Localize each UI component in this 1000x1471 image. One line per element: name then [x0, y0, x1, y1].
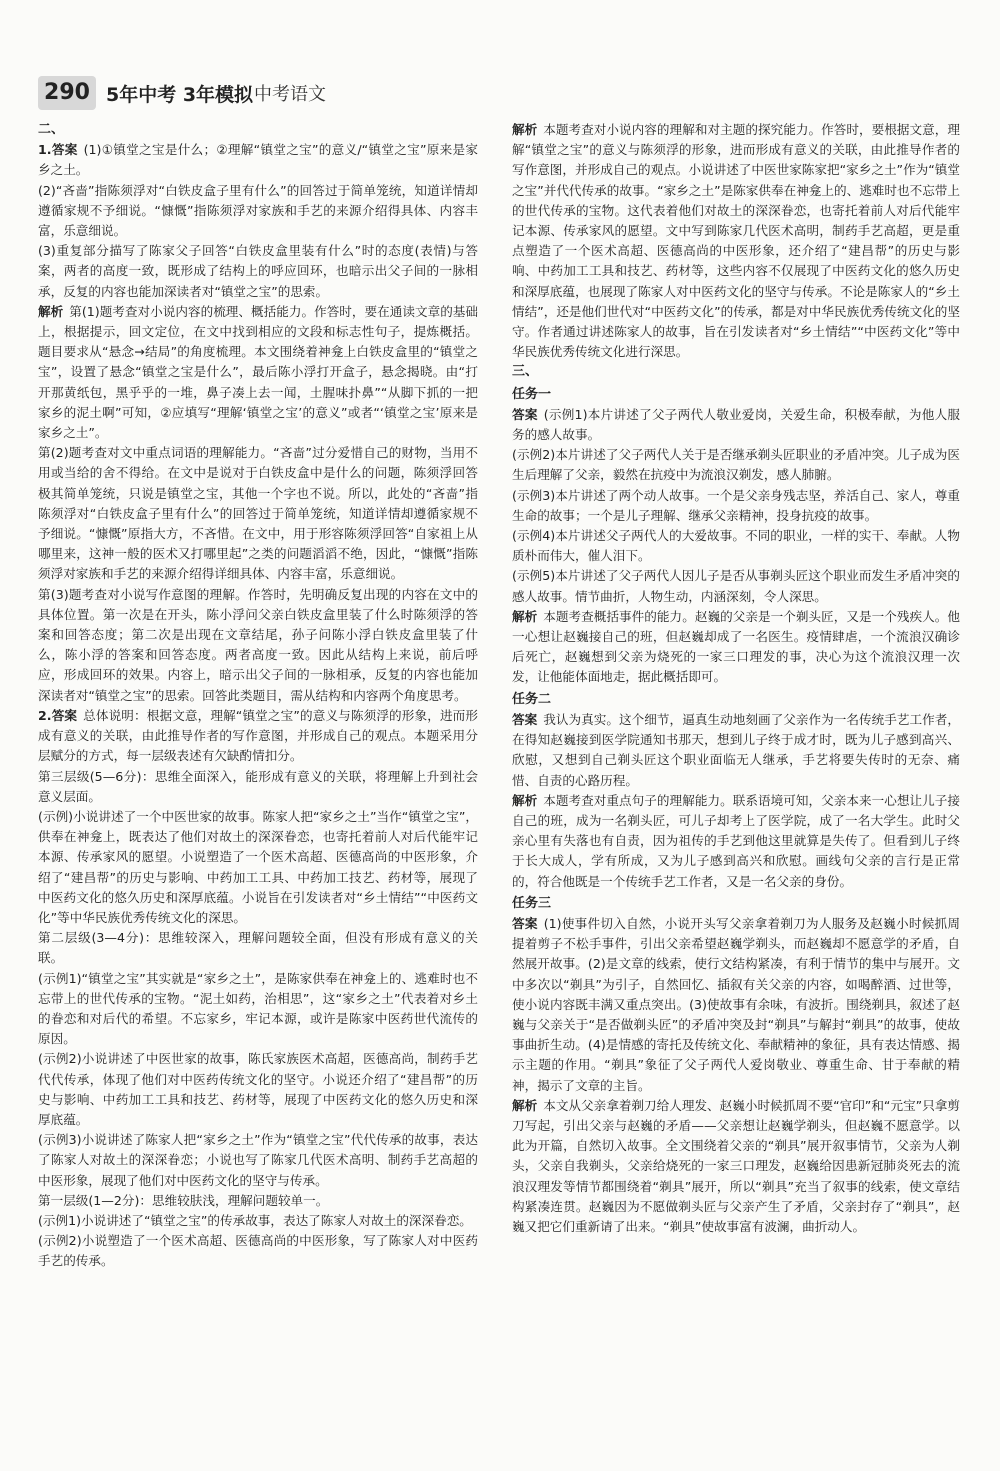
answer-label: 答案 — [512, 915, 538, 931]
q2-answer-8: 第一层级(1—2分)：思维较肤浅，理解问题较单一。 — [38, 1192, 329, 1208]
question-number: 2. — [38, 707, 52, 723]
q2-answer-3: (示例)小说讲述了一个中医世家的故事。陈家人把“家乡之土”当作“镇堂之宝”，供奉在神龛上，既表达了他们对故土的深深眷恋，也寄托着前人对后代能牢记本源、传承家风的愿望。小说塑造了一个医术高超、医德高尚的中医形象，介绍了“建昌帮”的历史与影响、中药加工工具、中药加工技艺、药材等，展现了中医药文化的悠久历史和深厚底蕴。小说旨在引发读者对“乡土情结”“中医药文化”等中华民族优秀传统文化的深思。 — [38, 808, 478, 925]
q2-answer-9: (示例1)小说讲述了“镇堂之宝”的传承故事，表达了陈家人对故土的深深眷恋。 — [38, 1212, 472, 1228]
task3-answer — [512, 914, 960, 1096]
analysis-text: 第(1)题考查对小说内容的梳理、概括能力。作答时，要在通读文章的基础上，根据提示，回文定位，在文中找到相应的文段和标志性句子，提炼概括。题目要求从“悬念→结局”的角度梳理。本文围绕着神龛上白铁皮盒里的“镇堂之宝”，设置了悬念“镇堂之宝是什么”，最后陈小浮打开盒子，悬念揭晓。由“打开那黄纸包，黑乎乎的一堆，鼻子凑上去一闻，土腥味扑鼻”“从脚下抓的一把家乡的泥土啊”可知，②应填写“理解‘镇堂之宝’的意义”或者“‘镇堂之宝’原来是家乡之土”。 — [38, 303, 478, 441]
section-heading: 三、 — [512, 364, 539, 380]
task2-analysis — [512, 791, 960, 892]
q2-answer-4: 第二层级(3—4分)：思维较深入，理解问题较全面，但没有形成有意义的关联。 — [38, 930, 478, 966]
right-column — [512, 120, 960, 1420]
page-number: 290 — [38, 76, 96, 110]
q2-answer-7: (示例3)小说讲述了陈家人把“家乡之土”作为“镇堂之宝”代代传承的故事，表达了陈家人对故土的深深眷恋；小说也写了陈家几代医术高明、制药手艺高超的中医形象，展现了他们对中医药文化的坚守与传承。 — [38, 1132, 478, 1188]
left-column — [38, 120, 478, 1420]
task-title: 任务一 — [512, 386, 552, 402]
task1-answer-4: (示例4)本片讲述父子两代人的大爱故事。不同的职业，一样的实干、奉献。人物质朴而伟大，催人泪下。 — [512, 528, 960, 564]
q2-answer-10: (示例2)小说塑造了一个医术高超、医德高尚的中医形象，写了陈家人对中医药手艺的传承。 — [38, 1233, 478, 1269]
analysis-label: 解析 — [512, 792, 538, 808]
analysis-text: 本文从父亲拿着剃刀给人理发、赵巍小时候抓周不要“官印”和“元宝”只拿剪刀写起，引出父亲与赵巍的矛盾——父亲想让赵巍学剃头，但赵巍不愿意学。以此为开篇，自然切入故事。全文围绕着父亲的“剃具”展开叙事情节，父亲为人剃头，父亲自我剃头，父亲给烧死的一家三口理发，赵巍给因患新冠肺炎死去的流浪汉理发等情节都围绕着“剃具”展开，所以“剃具”充当了叙事的线索，使文章结构紧凑连贯。赵巍因为不愿做剃头匠与父亲产生了矛盾，父亲封存了“剃具”，赵巍又把它们重新请了出来。“剃具”使故事富有波澜，曲折动人。 — [512, 1097, 960, 1234]
q1-analysis-1 — [38, 302, 478, 443]
section-heading: 二、 — [38, 122, 65, 137]
analysis-text: 本题考查概括事件的能力。赵巍的父亲是一个剃头匠，又是一个残疾人。他一心想让赵巍接自己的班，但赵巍却成了一名医生。疫情肆虐，一个流浪汉确诊后死亡，赵巍想到父亲为烧死的一家三口理发的事，决心为这个流浪汉理一次发，让他能体面地走，据此概括即可。 — [512, 608, 960, 685]
q2-answer-2: 第三层级(5—6分)：思维全面深入，能形成有意义的关联，将理解上升到社会意义层面。 — [38, 768, 478, 804]
q1-analysis-3: 第(3)题考查对小说写作意图的理解。作答时，先明确反复出现的内容在文中的具体位置。第一次是在开头，陈小浮问父亲白铁皮盒里装了什么时陈须浮的答案和回答态度；第二次是出现在文章结尾，孙子问陈小浮白铁皮盒里装了什么，陈小浮的答案和回答态度。两者高度一致。因此从结构上来说，前后呼应，形成回环的效果。内容上，暗示出父子间的一脉相承，反复的内容也能加深读者对“镇堂之宝”的思索。回答此类题目，需从结构和内容两个角度思考。 — [38, 586, 478, 703]
q2-answer-1 — [38, 706, 478, 767]
q1-answer-2: (2)“吝啬”指陈须浮对“白铁皮盒子里有什么”的回答过于简单笼统，知道详情却遵循家规不予细说。“慷慨”指陈须浮对家族和手艺的来源介绍得具体、内容丰富，乐意细说。 — [38, 182, 478, 239]
answer-label: 答案 — [512, 711, 538, 727]
answer-text: (1)①镇堂之宝是什么；②理解“镇堂之宝”的意义/“镇堂之宝”原来是家乡之土。 — [38, 142, 478, 178]
analysis-label: 解析 — [512, 1097, 538, 1113]
answer-text: 我认为真实。这个细节，逼真生动地刻画了父亲作为一名传统手艺工作者，在得知赵巍接到医学院通知书那天，想到儿子终于成才时，既为儿子感到高兴、欣慰，又想到自己剃头匠这个职业面临无人继承，手艺将要失传时的无奈、痛惜、自责的心路历程。 — [512, 711, 960, 788]
q1-answer-1 — [38, 140, 478, 180]
task1-answer-5: (示例5)本片讲述了父子两代人因儿子是否从事剃头匠这个职业而发生矛盾冲突的感人故事。情节曲折，人物生动，内涵深刻，令人深思。 — [512, 568, 960, 604]
analysis-text: 本题考查对小说内容的理解和对主题的探究能力。作答时，要根据文意，理解“镇堂之宝”的意义与陈须浮的形象，进而形成有意义的关联，由此推导作者的写作意图，并形成自己的观点。小说讲述了中医世家陈家把“家乡之土”作为“镇堂之宝”并代代传承的故事。“家乡之土”是陈家供奉在神龛上的、逃难时也不忘带上的世代传承的宝物。这代表着他们对故土的深深眷恋，也寄托着前人对后代能牢记本源、传承家风的愿望。文中写到陈家几代医术高明，制药手艺高超，更是重点塑造了一个医术高超、医德高尚的中医形象，还介绍了“建昌帮”的历史与影响、中药加工工具和技艺、药材等，这些内容不仅展现了中医药文化的悠久历史和深厚底蕴，也展现了陈家人对中医药文化的坚守与传承。不论是陈家人的“乡土情结”，还是他们世代对“中医药文化”的传承，都是对中华民族优秀传统文化的坚守。作者通过讲述陈家人的故事，旨在引发读者对“乡土情结”“中医药文化”等中华民族优秀传统文化进行深思。 — [512, 122, 960, 360]
q2-answer-5: (示例1)“镇堂之宝”其实就是“家乡之土”，是陈家供奉在神龛上的、逃难时也不忘带上的世代传承的宝物。“泥土如药，治相思”，这“家乡之土”代表着对乡土的眷恋和对后代的希望。不忘家乡，牢记本源，或许是陈家中医药世代流传的原因。 — [38, 970, 478, 1047]
book-brand: 5年中考 3年模拟 — [106, 84, 254, 106]
q1-answer-3: (3)重复部分描写了陈家父子回答“白铁皮盒里装有什么”时的态度(表情)与答案，两者的高度一致，既形成了结构上的呼应回环，也暗示出父子间的一脉相承，反复的内容也能加深读者对“镇堂之宝”的思索。 — [38, 243, 478, 299]
analysis-label: 解析 — [512, 122, 538, 137]
analysis-label: 解析 — [512, 608, 538, 624]
answer-text: (1)使事件切入自然，小说开头写父亲拿着剃刀为人服务及赵巍小时候抓周提着剪子不松手事件，引出父亲希望赵巍学剃头，而赵巍却不愿意学的矛盾，自然展开故事。(2)是文章的线索，使行文结构紧凑，有利于情节的集中与展开。文中多次以“剃具”为引子，自然回忆、插叙有关父亲的内容，如喝醉酒、过世等，使小说内容既丰满又重点突出。(3)使故事有余味，有波折。围绕剃具，叙述了赵巍与父亲关于“是否做剃头匠”的矛盾冲突及封“剃具”与解封“剃具”的故事，使故事曲折生动。(4)是情感的寄托及传统文化、奉献精神的象征，具有表达情感、揭示主题的作用。“剃具”象征了父子两代人爱岗敬业、尊重生命、甘于奉献的精神，揭示了文章的主旨。 — [512, 915, 960, 1093]
task1-analysis — [512, 607, 960, 688]
answer-text: 总体说明：根据文意，理解“镇堂之宝”的意义与陈须浮的形象，进而形成有意义的关联，由此推导作者的写作意图，并形成自己的观点。本题采用分层赋分的方式，每一层级表述有欠缺酌情扣分。 — [38, 707, 478, 764]
q2-analysis — [512, 120, 960, 362]
answer-label: 答案 — [51, 142, 78, 158]
task2-answer — [512, 710, 960, 791]
answer-text: (示例1)本片讲述了父子两代人敬业爱岗，关爱生命，积极奉献，为他人服务的感人故事。 — [512, 406, 960, 443]
subject-label: 中考语文 — [254, 84, 326, 105]
question-number: 1. — [38, 142, 52, 158]
task3-analysis — [512, 1096, 960, 1237]
task1-answer-2: (示例2)本片讲述了父子两代人关于是否继承剃头匠职业的矛盾冲突。儿子成为医生后理解了父亲，毅然在抗疫中为流浪汉剃发，感人肺腑。 — [512, 447, 960, 483]
q1-analysis-2: 第(2)题考查对文中重点词语的理解能力。“吝啬”过分爱惜自己的财物，当用不用或当给的舍不得给。在文中是说对于白铁皮盒中是什么的问题，陈须浮回答极其简单笼统，只说是镇堂之宝，其他一个字也不说。所以，此处的“吝啬”指陈须浮对“白铁皮盒子里有什么”的回答过于简单笼统，知道详情却遵循家规不予细说。“慷慨”原指大方，不吝惜。在文中，用于形容陈须浮回答“自家祖上从哪里来，这神一般的医术又打哪里起”之类的问题滔滔不绝，因此，“慷慨”指陈须浮对家族和手艺的来源介绍得详细具体、内容丰富，乐意细说。 — [38, 445, 478, 582]
analysis-text: 本题考查对重点句子的理解能力。联系语境可知，父亲本来一心想让儿子接自己的班，成为一名剃头匠，可儿子却考上了医学院，成了一名大学生。此时父亲心里有失落也有自责，因为祖传的手艺到他这里就算是失传了。但看到儿子终于长大成人，学有所成，又为儿子感到高兴和欣慰。画线句父亲的言行是正常的，符合他既是一个传统手艺工作者，又是一名父亲的身份。 — [512, 792, 960, 889]
page-header — [38, 74, 958, 114]
analysis-label: 解析 — [38, 303, 64, 319]
task1-answer-3: (示例3)本片讲述了两个动人故事。一个是父亲身残志坚，养活自己、家人，尊重生命的故事；一个是儿子理解、继承父亲精神，投身抗疫的故事。 — [512, 487, 960, 523]
q2-answer-6: (示例2)小说讲述了中医世家的故事，陈氏家族医术高超，医德高尚，制药手艺代代传承，体现了他们对中医药传统文化的坚守。小说还介绍了“建昌帮”的历史与影响、中药加工工具和技艺、药材等，展现了中医药文化的悠久历史和深厚底蕴。 — [38, 1051, 478, 1127]
answer-label: 答案 — [51, 707, 78, 723]
task1-answer-1 — [512, 405, 960, 445]
answer-label: 答案 — [512, 406, 538, 422]
task-title: 任务三 — [512, 895, 552, 911]
task-title: 任务二 — [512, 691, 552, 707]
